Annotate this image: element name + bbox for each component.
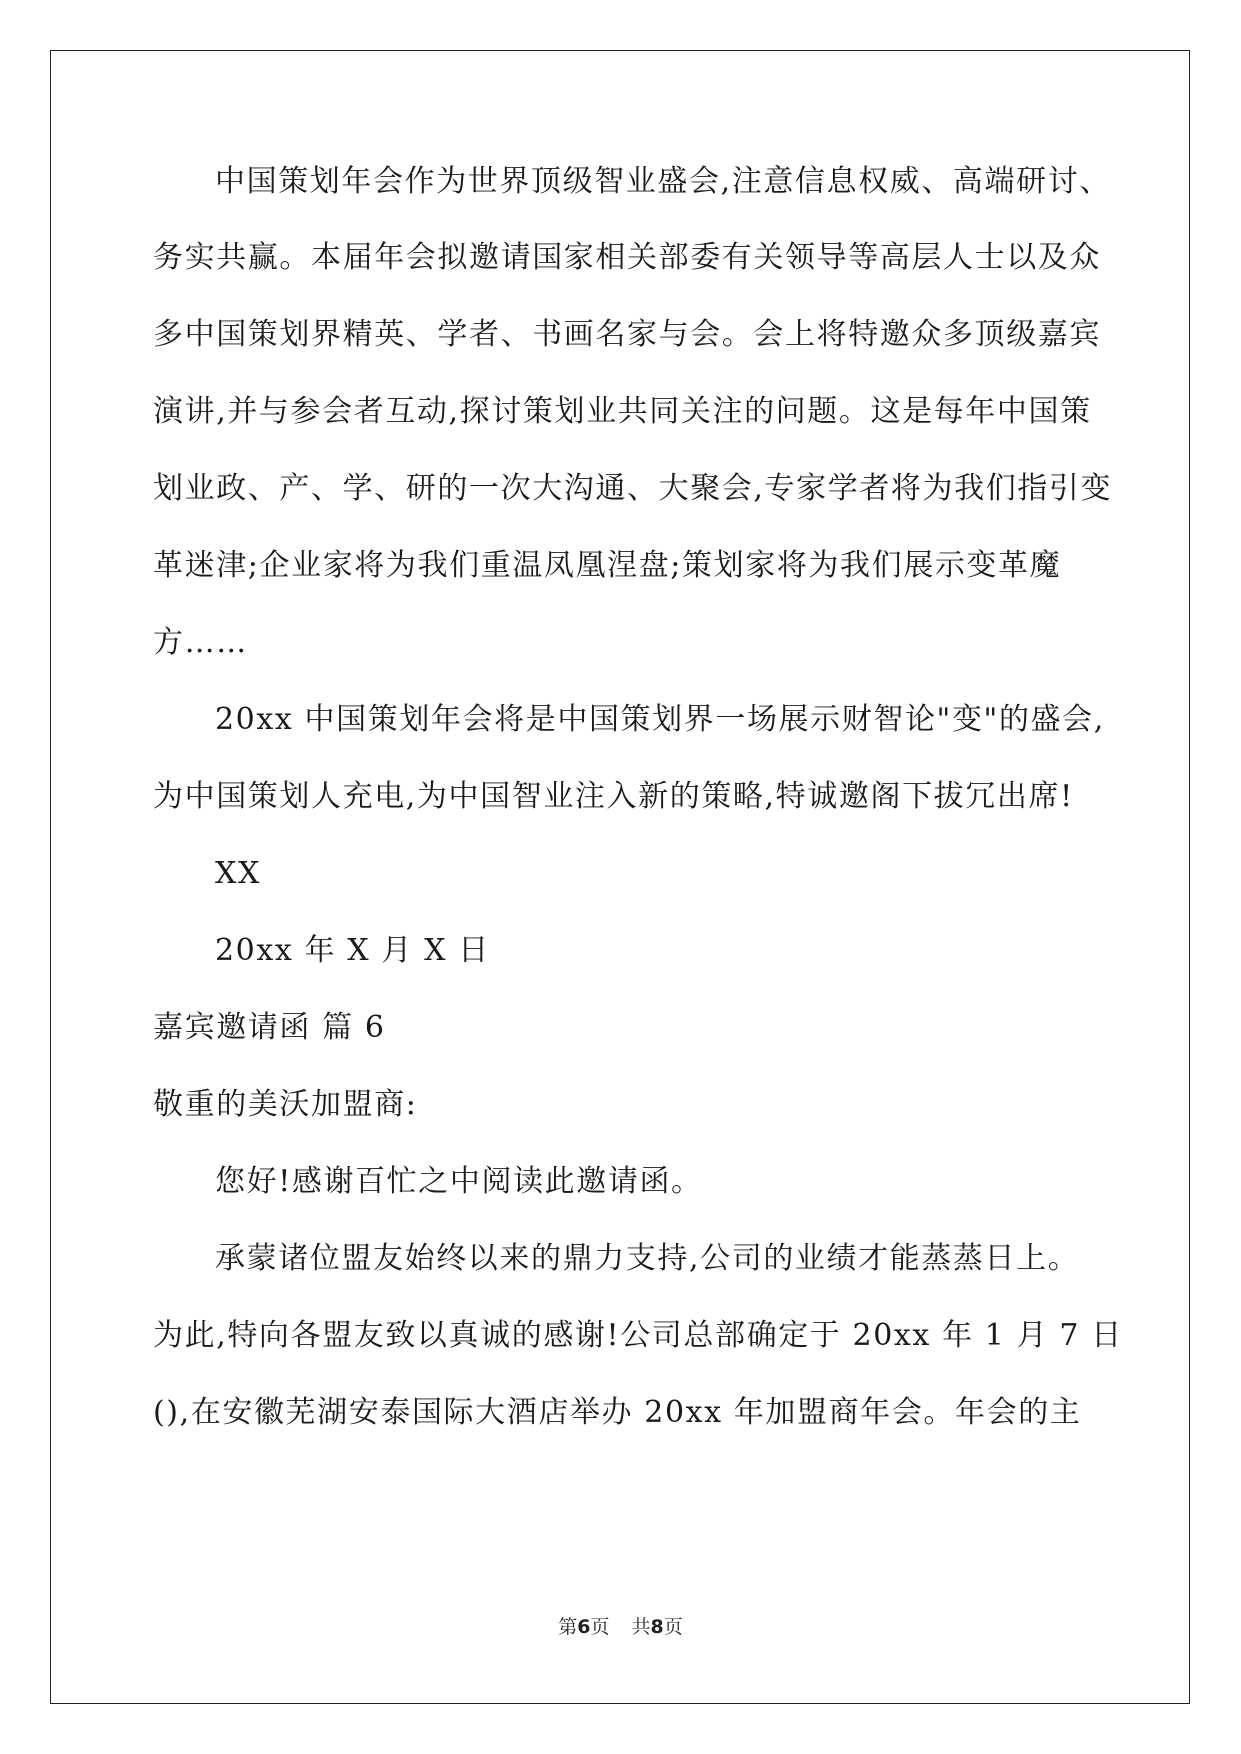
text-line: 务实共赢。本届年会拟邀请国家相关部委有关领导等高层人士以及众 [153,240,1101,275]
text-line: 20xx 中国策划年会将是中国策划界一场展示财智论"变"的盛会, [215,702,1105,737]
footer-total-prefix: 共 [631,1616,651,1638]
date-line: 20xx 年 X 月 X 日 [215,933,490,968]
text-line: 革迷津;企业家将为我们重温凤凰涅盘;策划家将为我们展示变革魔 [153,548,1062,583]
current-page-number: 6 [577,1616,591,1638]
salutation: 敬重的美沃加盟商: [153,1087,418,1122]
text-line: (),在安徽芜湖安泰国际大酒店举办 20xx 年加盟商年会。年会的主 [153,1395,1082,1430]
section-heading: 嘉宾邀请函 篇 6 [153,1010,386,1045]
text-line: 划业政、产、学、研的一次大沟通、大聚会,专家学者将为我们指引变 [153,471,1113,506]
text-line: 方…… [153,625,248,660]
text-line: 多中国策划界精英、学者、书画名家与会。会上将特邀众多顶级嘉宾 [153,317,1101,352]
footer-prefix: 第 [558,1616,578,1638]
text-line: 为中国策划人充电,为中国智业注入新的策略,特诚邀阁下拔冗出席! [153,779,1074,814]
signature-line: XX [215,856,261,891]
page-footer [0,1612,1241,1639]
footer-total-suffix: 页 [663,1616,683,1638]
total-pages-number: 8 [650,1616,664,1638]
text-line: 承蒙诸位盟友始终以来的鼎力支持,公司的业绩才能蒸蒸日上。 [215,1241,1080,1276]
text-line: 演讲,并与参会者互动,探讨策划业共同关注的问题。这是每年中国策 [153,394,1092,429]
text-line: 为此,特向各盟友致以真诚的感谢!公司总部确定于 20xx 年 1 月 7 日 [153,1318,1123,1353]
text-line: 中国策划年会作为世界顶级智业盛会,注意信息权威、高端研讨、 [215,164,1111,199]
text-line: 您好!感谢百忙之中阅读此邀请函。 [215,1164,703,1199]
footer-page-suffix: 页 [590,1616,610,1638]
